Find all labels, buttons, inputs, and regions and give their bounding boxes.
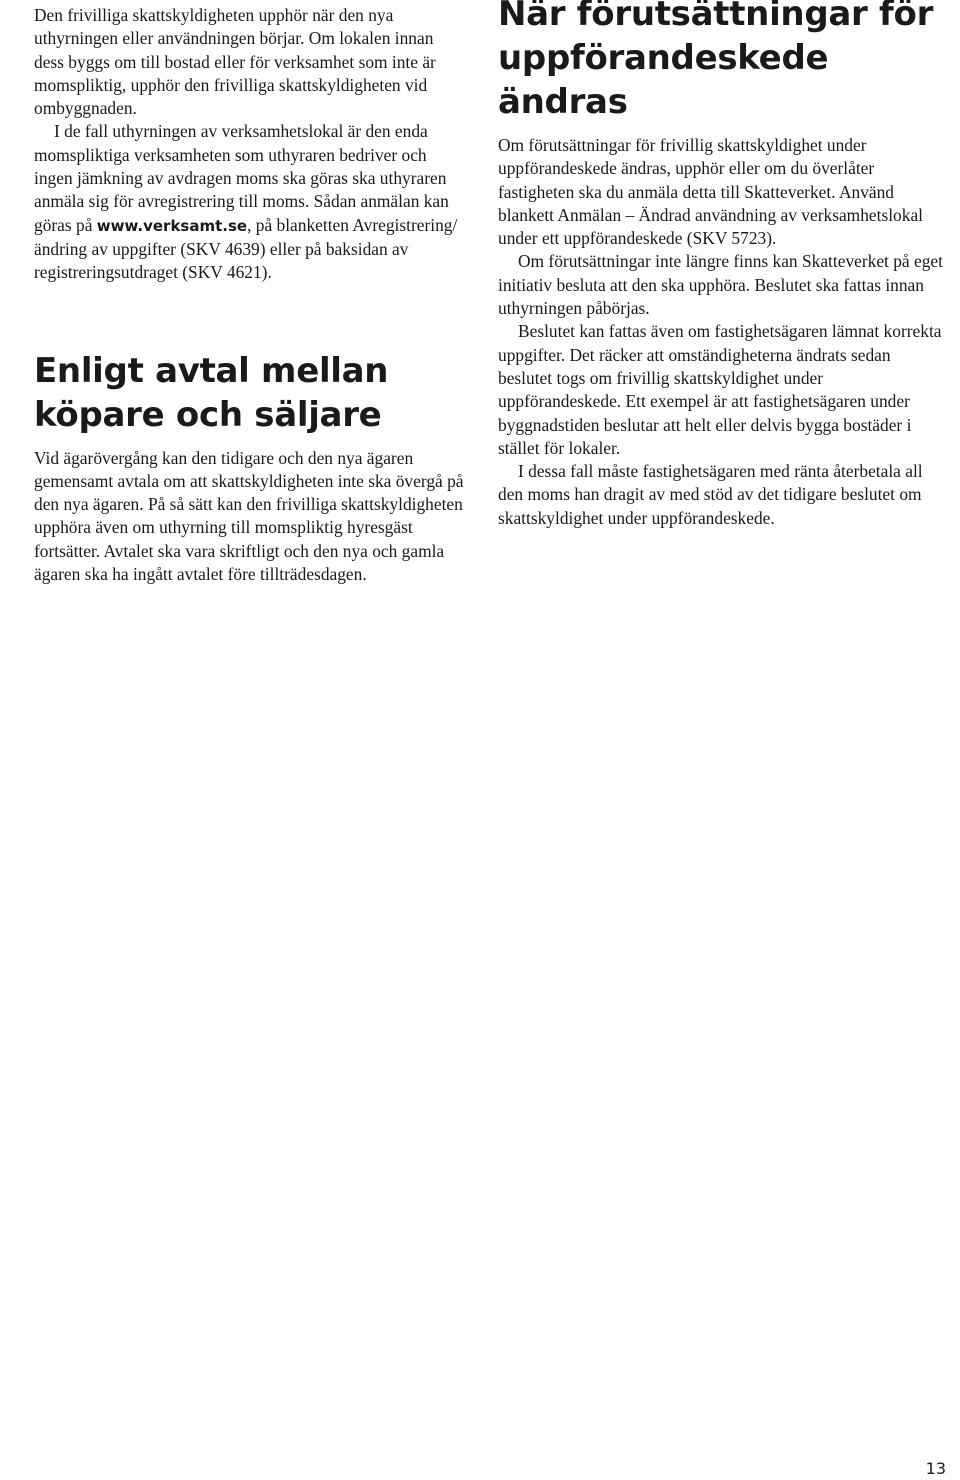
left-column — [34, 0, 466, 586]
paragraph: I dessa fall måste fastighetsägaren med ränta återbetala all den moms han dragit av med stöd av det tidigare beslutet om skattskyldighet under uppförandeskede. — [498, 461, 923, 528]
paragraph: Den frivilliga skattskyldigheten upphör när den nya uthyrningen eller användningen börjar. Om lokalen innan dess byggs om till bostad eller för verksamhet som inte är momspliktig, upphör den frivilliga skattskyldigheten vid ombyggnaden. — [34, 5, 436, 119]
paragraph-text: , på blanketten Avregistrering/ändring av uppgifter (SKV 4639) eller på baksidan av registreringsutdraget (SKV 4621). — [34, 214, 458, 283]
paragraph: Vid ägarövergång kan den tidigare och den nya ägaren gemensamt avtala om att skattskyldigheten inte ska övergå på den nya ägaren. På så sätt kan den frivilliga skattskyldigheten upphöra även om uthyrning till momspliktig hyresgäst fortsätter. Avtalet ska vara skriftligt och den nya och gamla ägaren ska ha ingått avtalet före tillträdesdagen. — [34, 447, 464, 585]
verksamt-link[interactable]: www.verksamt.se — [96, 216, 248, 235]
paragraph: Om förutsättningar inte längre finns kan Skatteverket på eget initiativ besluta att den ska upphöra. Beslutet ska fattas innan uthyrningen påbörjas. — [498, 251, 943, 319]
page-number: 13 — [925, 1459, 946, 1478]
paragraph-text: I de fall uthyrningen av verksamhetslokal är den enda momspliktiga verksamheten som uthyraren bedriver och ingen jämkning av avdragen moms ska göras ska uthyraren anmäla sig för avregistrering till moms. Sådan anmälan kan göras på — [34, 121, 449, 235]
paragraph: Om förutsättningar för frivillig skattskyldighet under uppförandeskede ändras, upphör eller om du överlåter fastigheten ska du anmäla detta till Skatteverket. Använd blankett Anmälan – Ändrad användning av verksamhetslokal under ett uppförandeskede (SKV 5723). — [498, 135, 923, 249]
right-column — [498, 0, 946, 530]
section-heading: Enligt avtal mellan köpare och säljare — [34, 350, 389, 435]
paragraph — [34, 120, 466, 284]
paragraph: Beslutet kan fattas även om fastighetsägaren lämnat korrekta uppgifter. Det räcker att omständigheterna ändrats sedan beslutet togs om frivillig skattskyldighet under uppförandeskede. Ett exempel är att fastighetsägaren under byggnadstiden beslutar att helt eller delvis bygga bostäder i stället för lokaler. — [498, 321, 942, 458]
section-heading: När förutsättningar för uppförandeskede ändras — [498, 0, 934, 122]
